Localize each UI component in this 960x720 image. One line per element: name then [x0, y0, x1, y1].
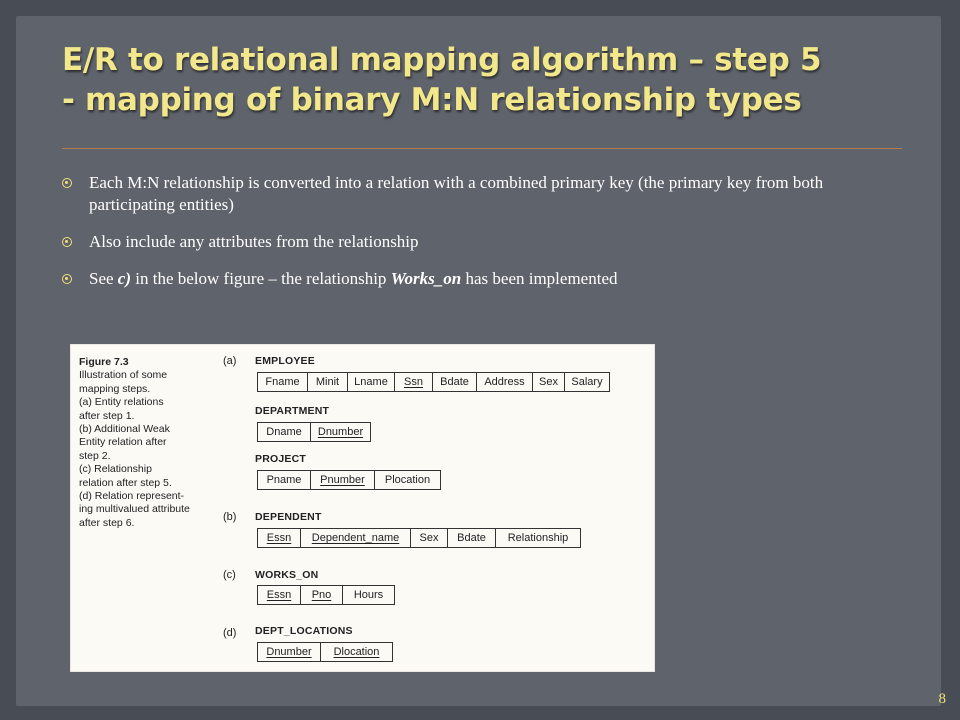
caption-line: (d) Relation represent- — [79, 490, 185, 503]
key-attribute-cell: Pno — [300, 586, 342, 604]
bullet-text-post: has been implemented — [461, 269, 618, 288]
part-label-d: (d) — [223, 627, 237, 639]
caption-line: Illustration of some — [79, 369, 168, 382]
title-divider — [62, 148, 902, 149]
title-line-1: E/R to relational mapping algorithm – step 5 — [62, 42, 822, 78]
attribute-cell: Relationship — [495, 529, 580, 547]
key-attribute-cell: Ssn — [394, 373, 432, 391]
relation-table-project — [257, 470, 441, 490]
page-number: 8 — [938, 691, 946, 707]
bullet-icon — [62, 274, 72, 284]
caption-line: mapping steps. — [79, 382, 151, 395]
relation-name: WORKS_ON — [255, 569, 319, 581]
attribute-cell: Lname — [347, 373, 394, 391]
caption-line: after step 6. — [79, 516, 135, 529]
bullet-icon — [62, 178, 72, 188]
caption-line: (a) Entity relations — [79, 396, 164, 409]
caption-line: (c) Relationship — [79, 463, 152, 476]
attribute-cell: Sex — [532, 373, 564, 391]
attribute-cell: Address — [476, 373, 532, 391]
relation-name: PROJECT — [255, 453, 306, 465]
figure-7-3 — [70, 344, 655, 672]
relation-table-works-on — [257, 585, 395, 605]
relation-name: DEPENDENT — [255, 511, 322, 523]
relation-table-dependent — [257, 528, 581, 548]
bullet-text-mid: in the below figure – the relationship — [131, 269, 391, 288]
caption-line: Entity relation after — [79, 436, 167, 449]
part-label-b: (b) — [223, 511, 237, 523]
attribute-cell: Plocation — [374, 471, 440, 489]
bullet-text: Also include any attributes from the relationship — [89, 232, 419, 251]
attribute-cell: Sex — [410, 529, 447, 547]
caption-line: after step 1. — [79, 409, 135, 422]
caption-line: step 2. — [79, 449, 111, 462]
key-attribute-cell: Dlocation — [320, 643, 392, 661]
key-attribute-cell: Essn — [266, 532, 292, 544]
relation-name: EMPLOYEE — [255, 355, 315, 367]
part-label-c: (c) — [223, 569, 236, 581]
key-attribute-cell: Essn — [266, 589, 292, 601]
bullet-emphasis: c) — [117, 269, 132, 288]
bullet-emphasis: Works_on — [390, 269, 462, 288]
key-attribute-cell: Dnumber — [266, 646, 312, 658]
caption-line: relation after step 5. — [79, 476, 172, 489]
figure-caption — [79, 356, 209, 530]
attribute-cell: Bdate — [432, 373, 476, 391]
key-attribute-cell: Dnumber — [310, 423, 370, 441]
slide-title — [62, 40, 922, 120]
title-line-2: - mapping of binary M:N relationship types — [62, 82, 802, 118]
relation-table-dept-locations — [257, 642, 393, 662]
relation-table-employee — [257, 372, 610, 392]
bullet-item — [60, 268, 860, 290]
attribute-cell: Hours — [342, 586, 394, 604]
bullet-item — [60, 231, 860, 253]
key-attribute-cell: Pnumber — [310, 471, 374, 489]
attribute-cell: Bdate — [447, 529, 495, 547]
part-label-a: (a) — [223, 355, 237, 367]
bullet-icon — [62, 237, 72, 247]
relation-table-department — [257, 422, 371, 442]
attribute-cell: Pname — [266, 474, 302, 486]
attribute-cell: Salary — [564, 373, 609, 391]
relation-name: DEPT_LOCATIONS — [255, 625, 353, 637]
caption-line: (b) Additional Weak — [79, 423, 170, 436]
caption-line: ing multivalued attribute — [79, 503, 190, 516]
attribute-cell: Minit — [307, 373, 347, 391]
bullet-list — [60, 172, 860, 305]
attribute-cell: Dname — [266, 426, 302, 438]
key-attribute-cell: Dependent_name — [300, 529, 410, 547]
bullet-text: Each M:N relationship is converted into a relation with a combined primary key (the primary key from both participating entities) — [89, 173, 824, 214]
attribute-cell: Fname — [265, 376, 300, 388]
figure-title: Figure 7.3 — [79, 356, 129, 368]
relation-name: DEPARTMENT — [255, 405, 330, 417]
bullet-text-pre: See — [89, 269, 118, 288]
bullet-item — [60, 172, 860, 216]
